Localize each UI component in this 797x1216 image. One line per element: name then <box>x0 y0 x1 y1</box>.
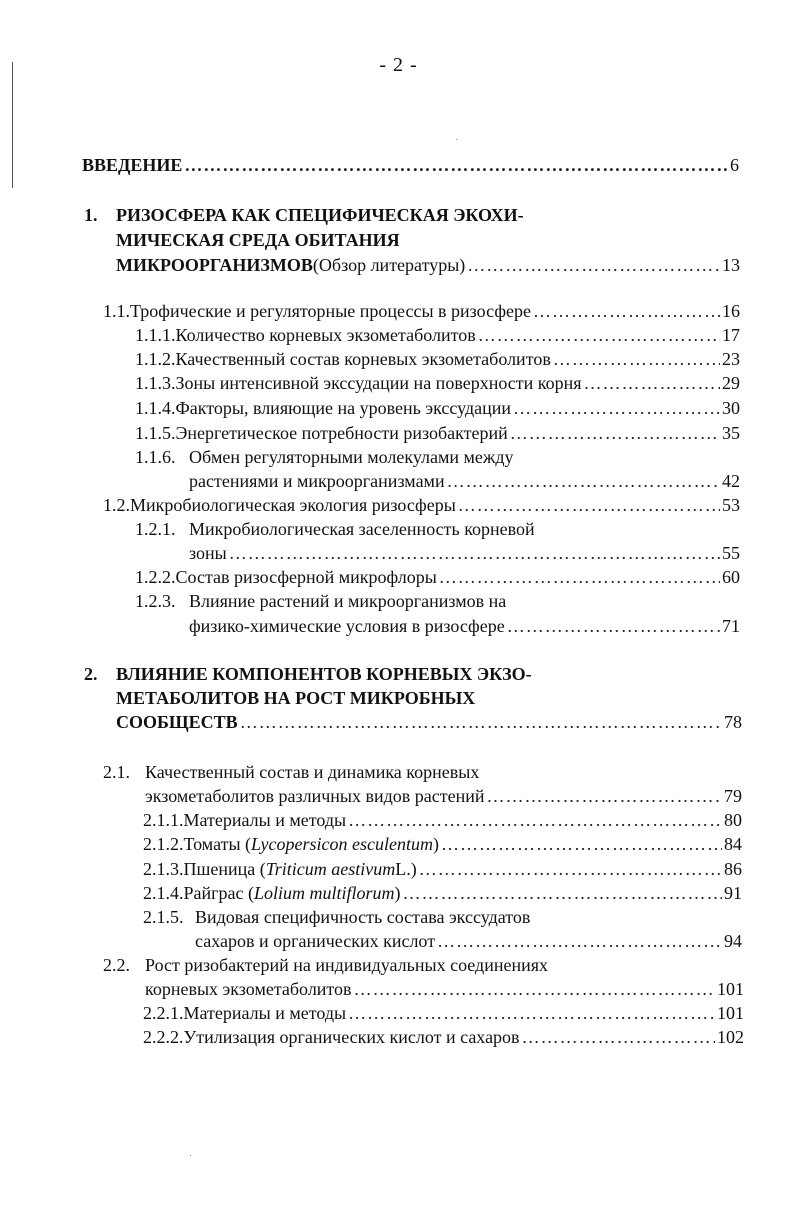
toc-page: 13 <box>722 255 740 275</box>
toc-number: 1.1.4. <box>135 398 176 418</box>
toc-number: 2.2.1. <box>143 1003 184 1023</box>
toc-number: 2.1.3. <box>143 859 184 879</box>
dot-leader <box>437 930 722 952</box>
toc-title: ВВЕДЕНИЕ <box>82 155 183 175</box>
chapter-title-line: СООБЩЕСТВ <box>116 712 238 732</box>
toc-entry-1-1-2[interactable] <box>135 348 740 370</box>
scan-speck <box>456 139 457 140</box>
dot-leader <box>240 711 722 733</box>
dot-leader <box>467 254 720 276</box>
toc-number: 2.2. <box>103 955 130 975</box>
dot-leader <box>478 324 720 346</box>
toc-note: (Обзор литературы) <box>312 255 466 275</box>
dot-leader <box>229 542 720 564</box>
toc-page: 42 <box>722 471 740 491</box>
toc-entry-2-1-3[interactable] <box>143 858 742 880</box>
scan-speck <box>190 1155 191 1156</box>
toc-page: 35 <box>722 423 740 443</box>
toc-number: 1.2.2. <box>135 567 176 587</box>
toc-entry-2-1-5[interactable] <box>143 906 742 928</box>
toc-title: Микробиологическая заселенность корневой <box>189 519 535 539</box>
toc-entry-1-2-1[interactable] <box>135 518 740 540</box>
dot-leader <box>533 300 720 322</box>
chapter-number: 2. <box>84 664 98 684</box>
dot-leader <box>348 809 722 831</box>
toc-entry-2-1-cont[interactable] <box>145 785 742 807</box>
toc-number: 1.1.1. <box>135 325 176 345</box>
toc-page: 30 <box>722 398 740 418</box>
dot-leader <box>458 494 720 516</box>
toc-page: 23 <box>722 349 740 369</box>
toc-number: 1.2.3. <box>135 591 176 611</box>
toc-title: корневых экзометаболитов <box>145 979 352 999</box>
toc-entry-2-1-1[interactable] <box>143 809 742 831</box>
dot-leader <box>403 882 722 904</box>
dot-leader <box>487 785 722 807</box>
toc-page: 55 <box>722 543 740 563</box>
toc-title: Энергетическое потребности ризобактерий <box>175 423 508 443</box>
toc-number: 2.1.2. <box>143 834 184 854</box>
toc-title: Зоны интенсивной экссудации на поверхности корня <box>175 373 582 393</box>
toc-title: Микробиологическая экология ризосферы <box>130 495 456 515</box>
toc-number: 1.1.5. <box>135 423 176 443</box>
toc-page: 94 <box>724 931 742 951</box>
latin-name: Triticum aestivum <box>265 859 396 879</box>
toc-entry-2-1-5-cont[interactable] <box>195 930 742 952</box>
toc-entry-1-1-6[interactable] <box>135 446 740 468</box>
dot-leader <box>513 397 720 419</box>
toc-title: физико-химические условия в ризосфере <box>189 616 505 636</box>
toc-page: 91 <box>724 883 742 903</box>
toc-page: 71 <box>722 616 740 636</box>
dot-leader <box>584 372 720 394</box>
toc-title: экзометаболитов различных видов растений <box>145 786 485 806</box>
toc-entry-1-2-2[interactable] <box>135 566 740 588</box>
toc-number: 1.1.6. <box>135 447 176 467</box>
toc-entry-2-1-4[interactable] <box>143 882 742 904</box>
toc-page: 86 <box>724 859 742 879</box>
toc-page: 79 <box>724 786 742 806</box>
toc-title-end: L.) <box>395 859 417 879</box>
toc-title: Факторы, влияющие на уровень экссудации <box>175 398 512 418</box>
toc-page: 6 <box>730 155 739 175</box>
toc-page: 17 <box>722 325 740 345</box>
toc-entry-2-2[interactable] <box>103 954 744 976</box>
toc-entry-1-1-5[interactable] <box>135 422 740 444</box>
toc-number: 1.2. <box>103 495 130 515</box>
toc-entry-2-2-1[interactable] <box>143 1002 744 1024</box>
toc-title: Обмен регуляторными молекулами между <box>189 447 514 467</box>
dot-leader <box>439 566 720 588</box>
dot-leader <box>522 1026 715 1048</box>
toc-number: 1.1.2. <box>135 349 176 369</box>
dot-leader <box>507 615 720 637</box>
toc-title: Состав ризосферной микрофлоры <box>175 567 437 587</box>
chapter-title-line: МЕТАБОЛИТОВ НА РОСТ МИКРОБНЫХ <box>116 688 476 708</box>
dot-leader <box>348 1002 715 1024</box>
toc-entry-2-1-2[interactable] <box>143 833 742 855</box>
toc-title: зоны <box>189 543 227 563</box>
page-number: - 2 - <box>379 54 418 76</box>
toc-title: Количество корневых экзометаболитов <box>175 325 476 345</box>
toc-title: Рост ризобактерий на индивидуальных соединениях <box>145 955 548 975</box>
toc-title-end: ) <box>432 834 439 854</box>
toc-title: сахаров и органических кислот <box>195 931 436 951</box>
toc-entry-1-1-6-cont[interactable] <box>189 470 740 492</box>
toc-page: 78 <box>724 712 742 732</box>
toc-entry-1-1-1[interactable] <box>135 324 740 346</box>
toc-title: Материалы и методы <box>183 810 347 830</box>
toc-number: 1.1.3. <box>135 373 176 393</box>
scan-margin-line <box>12 62 13 188</box>
toc-entry-2-2-2[interactable] <box>143 1026 744 1048</box>
toc-number: 2.1.4. <box>143 883 184 903</box>
toc-title: Материалы и методы <box>183 1003 347 1023</box>
toc-page: 53 <box>722 495 740 515</box>
latin-name: Lolium multiflorum <box>254 883 395 903</box>
toc-number: 1.1. <box>103 301 130 321</box>
toc-number: 1.2.1. <box>135 519 176 539</box>
toc-number: 2.1.1. <box>143 810 184 830</box>
toc-entry-chapter-1[interactable] <box>116 254 740 276</box>
toc-title: Райграс ( <box>183 883 254 903</box>
toc-title: Пшеница ( <box>183 859 266 879</box>
dot-leader <box>510 422 720 444</box>
toc-page: 101 <box>717 979 744 999</box>
toc-entry-1-2-3[interactable] <box>135 590 740 612</box>
toc-entry-1-1-3[interactable] <box>135 372 740 394</box>
toc-page: 102 <box>717 1027 744 1047</box>
latin-name: Lycopersicon esculentum <box>251 834 433 854</box>
toc-title: Влияние растений и микроорганизмов на <box>189 591 507 611</box>
chapter-title-line: МИЧЕСКАЯ СРЕДА ОБИТАНИЯ <box>116 230 400 250</box>
toc-entry-1-2-3-cont[interactable] <box>189 615 740 637</box>
chapter-title-line: МИКРООРГАНИЗМОВ <box>116 255 313 275</box>
chapter-number: 1. <box>84 205 98 225</box>
toc-title-end: ) <box>394 883 401 903</box>
toc-entry-2-1[interactable] <box>103 761 742 783</box>
toc-number: 2.2.2. <box>143 1027 184 1047</box>
toc-entry-1-2[interactable] <box>103 494 740 516</box>
toc-page: 80 <box>724 810 742 830</box>
toc-page: 29 <box>722 373 740 393</box>
toc-title: растениями и микроорганизмами <box>189 471 445 491</box>
toc-page: 16 <box>722 301 740 321</box>
chapter-title-line: ВЛИЯНИЕ КОМПОНЕНТОВ КОРНЕВЫХ ЭКЗО- <box>116 664 532 684</box>
toc-number: 2.1.5. <box>143 907 184 927</box>
toc-title: Утилизация органических кислот и сахаров <box>183 1027 520 1047</box>
toc-entry-1-1-4[interactable] <box>135 397 740 419</box>
dot-leader <box>184 154 728 176</box>
dot-leader <box>553 348 720 370</box>
toc-number: 2.1. <box>103 762 130 782</box>
toc-entry-1-1[interactable] <box>103 300 740 322</box>
toc-entry-1-2-1-cont[interactable] <box>189 542 740 564</box>
toc-title: Видовая специфичность состава экссудатов <box>195 907 531 927</box>
dot-leader <box>441 833 722 855</box>
toc-page: 60 <box>722 567 740 587</box>
toc-page: 84 <box>724 834 742 854</box>
chapter-title-line: РИЗОСФЕРА КАК СПЕЦИФИЧЕСКАЯ ЭКОХИ- <box>116 205 524 225</box>
toc-entry-2-2-cont[interactable] <box>145 978 744 1000</box>
toc-title: Томаты ( <box>183 834 252 854</box>
toc-title: Качественный состав корневых экзометаболитов <box>175 349 551 369</box>
toc-title: Трофические и регуляторные процессы в ризосфере <box>130 301 531 321</box>
toc-entry-intro[interactable] <box>82 154 739 176</box>
toc-entry-chapter-2[interactable] <box>116 711 742 733</box>
toc-page: 101 <box>717 1003 744 1023</box>
dot-leader <box>354 978 715 1000</box>
dot-leader <box>419 858 722 880</box>
dot-leader <box>447 470 720 492</box>
toc-title: Качественный состав и динамика корневых <box>145 762 480 782</box>
